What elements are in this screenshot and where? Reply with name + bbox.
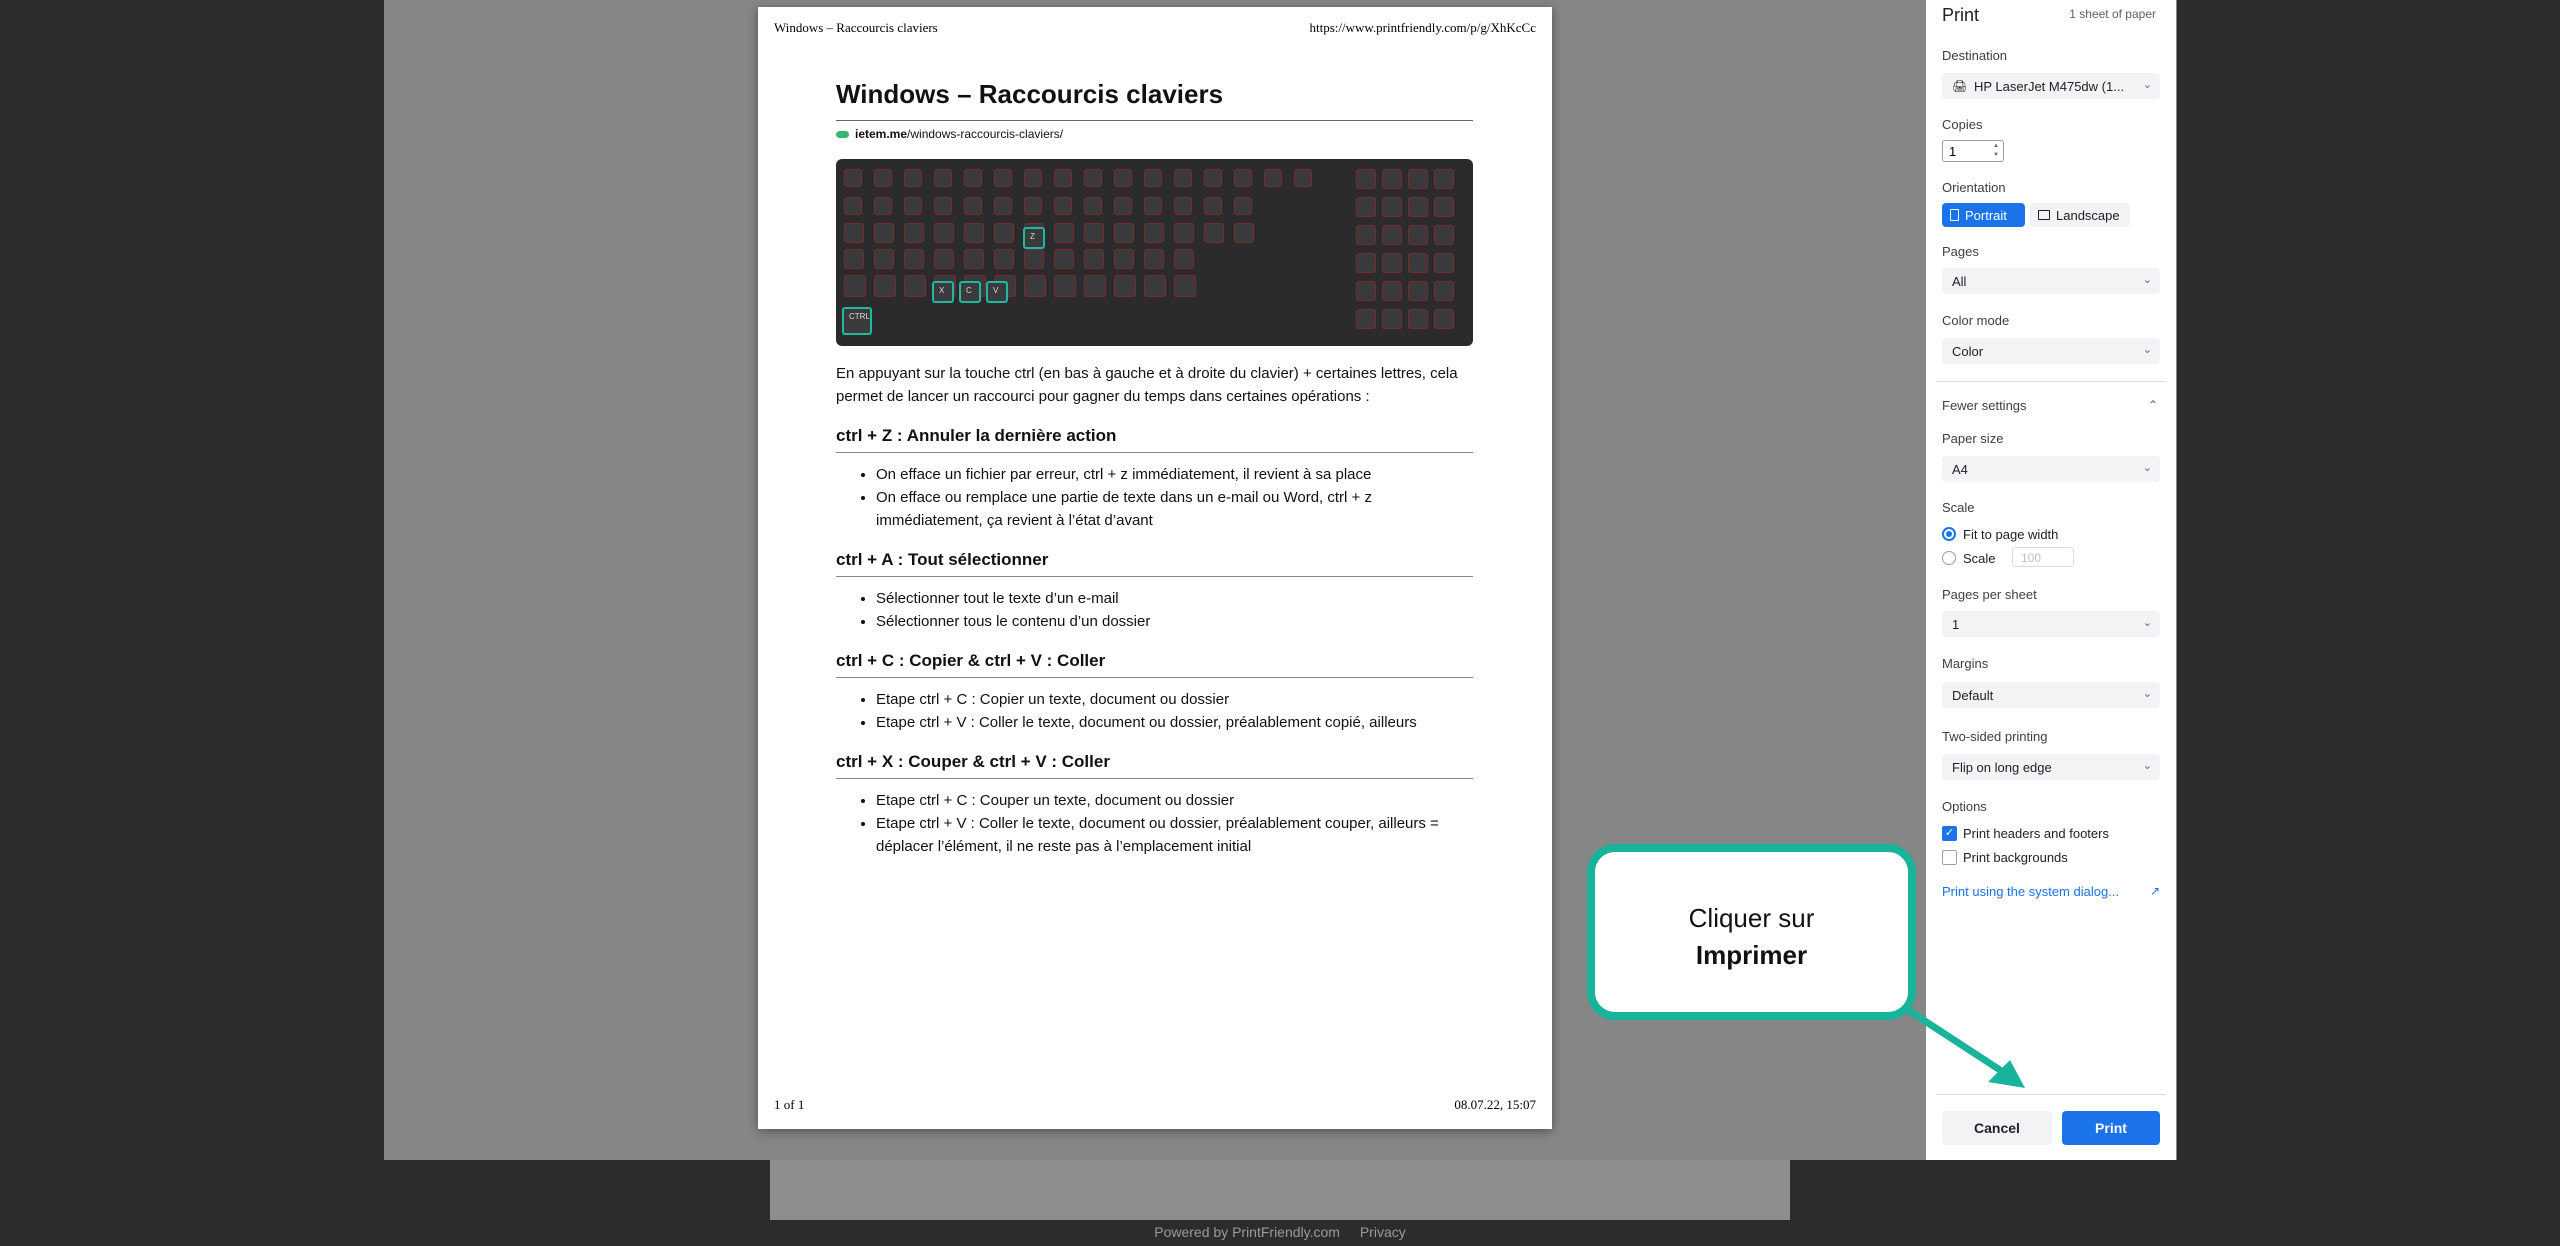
keyboard-key (934, 249, 954, 269)
keyboard-key (874, 223, 894, 243)
list-item: • Sélectionner tous le contenu d’un dossier (876, 610, 1473, 633)
keyboard-key (1356, 169, 1376, 189)
keyboard-key (934, 197, 952, 215)
destination-label: Destination (1942, 48, 2008, 63)
keyboard-key (964, 169, 982, 187)
fit-to-width-radio[interactable] (1942, 527, 1956, 541)
keyboard-key (1356, 281, 1376, 301)
keyboard-key (904, 169, 922, 187)
keyboard-key (1144, 169, 1162, 187)
key-x-label: X (939, 286, 945, 295)
keyboard-key (1084, 275, 1106, 297)
copies-stepper[interactable]: ▲ ▼ (1993, 143, 1999, 158)
source-domain: ietem.me (855, 127, 908, 141)
sheet-count: 1 sheet of paper (2069, 7, 2156, 21)
key-z-label: Z (1030, 232, 1035, 241)
keyboard-key (1084, 169, 1102, 187)
keyboard-key (844, 223, 864, 243)
keyboard-key (1174, 275, 1196, 297)
keyboard-key (1204, 223, 1224, 243)
backgrounds-checkbox[interactable] (1942, 850, 1957, 865)
keyboard-key (1204, 197, 1222, 215)
keyboard-key (1174, 197, 1192, 215)
article-source (836, 127, 1473, 141)
section-cut-paste (836, 752, 1473, 858)
scale-input[interactable] (2012, 547, 2074, 567)
source-path: /windows-raccourcis-claviers/ (907, 127, 1064, 141)
page-landscape-icon (2038, 210, 2050, 220)
keyboard-key (1084, 249, 1104, 269)
keyboard-key (1054, 169, 1072, 187)
fit-to-width-label: Fit to page width (1963, 527, 2059, 542)
section-heading: ctrl + C : Copier & ctrl + V : Coller (836, 651, 1473, 678)
keyboard-key (874, 197, 892, 215)
article-content (836, 79, 1473, 858)
two-sided-select[interactable] (1942, 754, 2160, 780)
chevron-down-icon: ⌄ (2142, 688, 2152, 700)
pages-label: Pages (1942, 244, 1979, 259)
keyboard-key (874, 249, 894, 269)
keyboard-key (844, 197, 862, 215)
keyboard-key (1114, 223, 1134, 243)
keyboard-key (964, 197, 982, 215)
keyboard-key (1356, 197, 1376, 217)
keyboard-key (844, 169, 862, 187)
powered-by-link[interactable]: Powered by PrintFriendly.com (1154, 1224, 1340, 1240)
keyboard-key (1114, 169, 1132, 187)
keyboard-key (1382, 197, 1402, 217)
portrait-button[interactable] (1942, 203, 2025, 227)
cloud-icon (836, 131, 849, 138)
custom-scale-radio[interactable] (1942, 551, 1956, 565)
article-intro: En appuyant sur la touche ctrl (en bas à gauche et à droite du clavier) + certaines lettres, cela permet de lancer un raccourci pour gagner du temps dans certaines opérations : (836, 365, 1458, 405)
keyboard-key (1114, 249, 1134, 269)
keyboard-key (1144, 275, 1166, 297)
keyboard-key (1264, 169, 1282, 187)
keyboard-key (1234, 197, 1252, 215)
scale-placeholder: 100 (2021, 551, 2042, 565)
key-c (959, 281, 981, 303)
page-header-url: https://www.printfriendly.com/p/g/XhKcCc (1309, 20, 1536, 35)
headers-footers-checkbox[interactable]: ✓ (1942, 826, 1957, 841)
keyboard-key (1382, 225, 1402, 245)
keyboard-image (836, 159, 1473, 346)
keyboard-key (1382, 253, 1402, 273)
keyboard-key (1114, 197, 1132, 215)
keyboard-key (1174, 249, 1194, 269)
landscape-button[interactable] (2030, 203, 2130, 227)
page-footer-count: 1 of 1 (774, 1097, 805, 1112)
section-heading: ctrl + X : Couper & ctrl + V : Coller (836, 752, 1473, 779)
paper-size-select[interactable] (1942, 456, 2160, 482)
pages-value: All (1952, 274, 1967, 289)
headers-footers-label: Print headers and footers (1963, 826, 2109, 841)
margins-label: Margins (1942, 656, 1989, 671)
scale-label: Scale (1942, 500, 1975, 515)
pages-select[interactable] (1942, 268, 2160, 294)
section-copy-paste (836, 651, 1473, 734)
color-mode-select[interactable] (1942, 338, 2160, 364)
orientation-label: Orientation (1942, 180, 2006, 195)
keyboard-key (1024, 249, 1044, 269)
key-x (932, 281, 954, 303)
callout-line-1: Cliquer sur (1688, 903, 1815, 933)
color-mode-value: Color (1952, 344, 1984, 359)
pages-per-sheet-value: 1 (1952, 617, 1960, 632)
chevron-down-icon: ⌄ (2142, 617, 2152, 629)
keyboard-key (994, 197, 1012, 215)
key-z (1023, 227, 1045, 249)
destination-value: HP LaserJet M475dw (1... (1974, 79, 2125, 94)
keyboard-key (1054, 275, 1076, 297)
keyboard-key (1144, 249, 1164, 269)
paper-size-value: A4 (1952, 462, 1968, 477)
list-item: • Etape ctrl + C : Copier un texte, document ou dossier (876, 688, 1473, 711)
keyboard-key (844, 249, 864, 269)
print-button[interactable]: Print (2062, 1111, 2160, 1145)
keyboard-key (1114, 275, 1136, 297)
options-label: Options (1942, 799, 1987, 814)
destination-select[interactable] (1942, 73, 2160, 99)
keyboard-key (1408, 225, 1428, 245)
keyboard-key (1084, 223, 1104, 243)
keyboard-key (1434, 169, 1454, 189)
pages-per-sheet-select[interactable] (1942, 611, 2160, 637)
keyboard-key (1356, 225, 1376, 245)
keyboard-key (934, 223, 954, 243)
keyboard-key (1144, 197, 1162, 215)
article-title: Windows – Raccourcis claviers (836, 79, 1473, 121)
key-ctrl-label: CTRL (849, 312, 870, 321)
privacy-link[interactable]: Privacy (1359, 1224, 1406, 1240)
keyboard-key (1294, 169, 1312, 187)
keyboard-key (1024, 275, 1046, 297)
list-item: • Sélectionner tout le texte d’un e-mail (876, 587, 1473, 610)
keyboard-key (1174, 223, 1194, 243)
color-mode-label: Color mode (1942, 313, 2010, 328)
page-portrait-icon (1950, 209, 1959, 221)
page-underlay (770, 1160, 1790, 1220)
keyboard-key (964, 223, 984, 243)
keyboard-key (934, 169, 952, 187)
list-item: • Etape ctrl + V : Coller le texte, document ou dossier, préalablement copié, ailleurs (876, 711, 1473, 734)
keyboard-key (1382, 169, 1402, 189)
copies-label: Copies (1942, 117, 1983, 132)
two-sided-label: Two-sided printing (1942, 729, 2048, 744)
keyboard-key (1408, 253, 1428, 273)
keyboard-key (1408, 309, 1428, 329)
list-item: • On efface un fichier par erreur, ctrl + z immédiatement, il revient à sa place (876, 463, 1473, 486)
keyboard-key (994, 169, 1012, 187)
external-link-icon[interactable]: ↗ (2149, 884, 2160, 898)
keyboard-key (994, 223, 1014, 243)
keyboard-key (1382, 281, 1402, 301)
chevron-down-icon: ⌄ (2142, 274, 2152, 286)
chevron-up-icon[interactable]: ⌃ (2147, 398, 2158, 412)
keyboard-key (1054, 223, 1074, 243)
section-select-all (836, 550, 1473, 633)
chevron-down-icon: ⌄ (2142, 462, 2152, 474)
custom-scale-label: Scale (1963, 551, 1996, 566)
section-undo (836, 426, 1473, 532)
chevron-down-icon: ⌄ (2142, 344, 2152, 356)
keyboard-key (904, 275, 926, 297)
two-sided-value: Flip on long edge (1952, 760, 2052, 775)
keyboard-key (1144, 223, 1164, 243)
margins-select[interactable] (1942, 682, 2160, 708)
keyboard-key (1204, 169, 1222, 187)
keyboard-key (1434, 281, 1454, 301)
list-item: • Etape ctrl + C : Couper un texte, document ou dossier (876, 789, 1473, 812)
keyboard-key (964, 249, 984, 269)
margins-value: Default (1952, 688, 1994, 703)
keyboard-key (1356, 253, 1376, 273)
keyboard-key (1434, 197, 1454, 217)
section-heading: ctrl + Z : Annuler la dernière action (836, 426, 1473, 453)
keyboard-key (994, 249, 1014, 269)
keyboard-key (1234, 223, 1254, 243)
chevron-down-icon: ⌄ (2142, 760, 2152, 772)
list-item: • On efface ou remplace une partie de texte dans un e-mail ou Word, ctrl + z immédiatement, ça revient à l’état d’avant (876, 486, 1473, 532)
page-footer-date: 08.07.22, 15:07 (1454, 1097, 1536, 1112)
landscape-label: Landscape (2056, 207, 2120, 223)
keyboard-key (1024, 169, 1042, 187)
key-v-label: V (993, 286, 999, 295)
bottom-bar (0, 1224, 2560, 1240)
fewer-settings-toggle[interactable] (1942, 398, 2027, 413)
keyboard-key (1024, 197, 1042, 215)
keyboard-key (1054, 249, 1074, 269)
keyboard-key (904, 197, 922, 215)
key-ctrl (842, 307, 872, 335)
keyboard-key (1054, 197, 1072, 215)
cancel-button[interactable]: Cancel (1942, 1111, 2052, 1145)
keyboard-key (874, 169, 892, 187)
print-settings-panel (1926, 0, 2176, 1160)
section-heading: ctrl + A : Tout sélectionner (836, 550, 1473, 577)
copies-input[interactable] (1942, 140, 2004, 162)
key-v (986, 281, 1008, 303)
key-c-label: C (966, 286, 972, 295)
callout-arrow-icon (1900, 1000, 2060, 1100)
keyboard-key (1084, 197, 1102, 215)
divider (1936, 381, 2166, 382)
paper-size-label: Paper size (1942, 431, 2004, 446)
keyboard-key (1434, 253, 1454, 273)
portrait-label: Portrait (1965, 207, 2007, 223)
keyboard-key (1408, 169, 1428, 189)
keyboard-key (1174, 169, 1192, 187)
tutorial-callout (1587, 844, 1916, 1020)
system-dialog-link[interactable]: Print using the system dialog... (1942, 884, 2120, 899)
page-header-title: Windows – Raccourcis claviers (774, 20, 938, 35)
chevron-down-icon: ⌄ (2142, 79, 2152, 91)
printer-icon: 🖨 (1952, 79, 1968, 93)
keyboard-key (1408, 281, 1428, 301)
keyboard-key (904, 249, 924, 269)
copies-value: 1 (1949, 144, 1957, 159)
fewer-settings-label: Fewer settings (1942, 398, 2027, 413)
callout-line-2: Imprimer (1695, 940, 1808, 970)
keyboard-key (1434, 309, 1454, 329)
keyboard-key (1234, 169, 1252, 187)
keyboard-key (1408, 197, 1428, 217)
keyboard-key (1434, 225, 1454, 245)
list-item: • Etape ctrl + V : Coller le texte, document ou dossier, préalablement couper, ailleurs = déplacer l’élément, il ne reste pas à l’emplacement initial (876, 812, 1473, 858)
print-title: Print (1942, 5, 1980, 25)
pages-per-sheet-label: Pages per sheet (1942, 587, 2037, 602)
print-preview-page (758, 7, 1552, 1129)
keyboard-key (874, 275, 896, 297)
keyboard-key (1356, 309, 1376, 329)
backgrounds-label: Print backgrounds (1963, 850, 2068, 865)
keyboard-key (904, 223, 924, 243)
keyboard-key (1382, 309, 1402, 329)
keyboard-key (844, 275, 866, 297)
